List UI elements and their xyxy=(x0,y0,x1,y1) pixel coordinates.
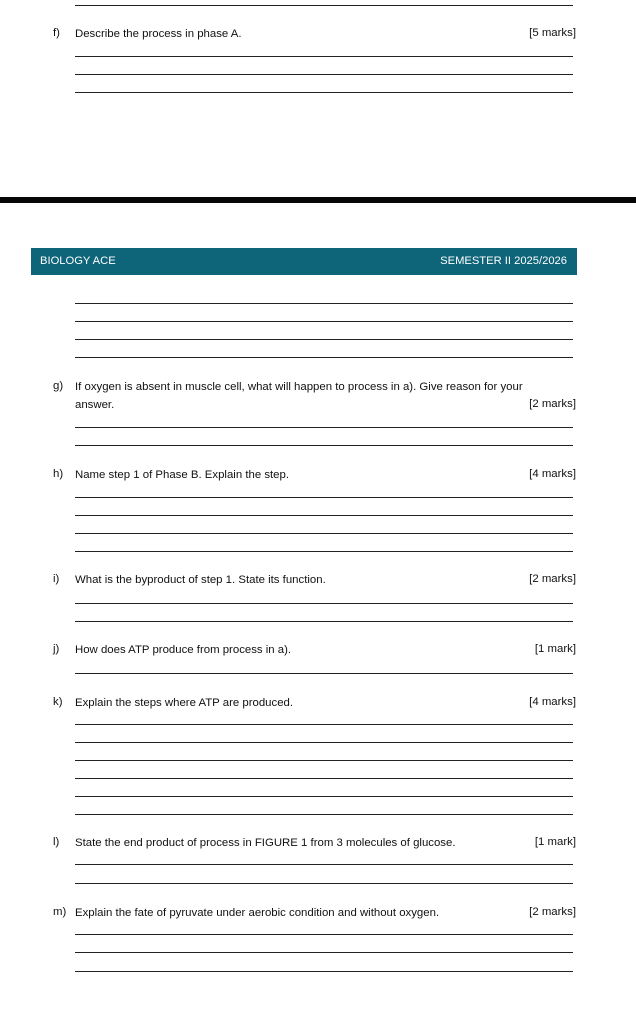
marks-i: [2 marks] xyxy=(529,573,576,585)
answer-line[interactable] xyxy=(75,864,573,865)
marks-f: [5 marks] xyxy=(529,27,576,39)
page-break-rule xyxy=(0,197,636,203)
question-text-l: State the end product of process in FIGURE 1 from 3 molecules of glucose. xyxy=(75,837,456,849)
question-text-g-cont: answer. xyxy=(75,399,115,411)
answer-line[interactable] xyxy=(75,724,573,725)
question-text-g: If oxygen is absent in muscle cell, what will happen to process in a). Give reason for your xyxy=(75,381,523,393)
course-title: BIOLOGY ACE xyxy=(40,255,116,267)
answer-line[interactable] xyxy=(75,533,573,534)
answer-line[interactable] xyxy=(75,760,573,761)
question-letter-h: h) xyxy=(53,468,64,480)
answer-line[interactable] xyxy=(75,621,573,622)
answer-line[interactable] xyxy=(75,303,573,304)
marks-k: [4 marks] xyxy=(529,696,576,708)
question-letter-f: f) xyxy=(53,27,60,39)
answer-line[interactable] xyxy=(75,971,573,972)
answer-line[interactable] xyxy=(75,934,573,935)
answer-line[interactable] xyxy=(75,445,573,446)
question-text-k: Explain the steps where ATP are produced. xyxy=(75,697,294,709)
answer-line[interactable] xyxy=(75,339,573,340)
question-letter-g: g) xyxy=(53,380,64,392)
answer-line[interactable] xyxy=(75,515,573,516)
answer-line[interactable] xyxy=(75,778,573,779)
answer-line[interactable] xyxy=(75,551,573,552)
marks-j: [1 mark] xyxy=(534,643,576,655)
question-text-i: What is the byproduct of step 1. State its function. xyxy=(75,574,326,586)
answer-line[interactable] xyxy=(75,952,573,953)
answer-line[interactable] xyxy=(75,56,573,57)
question-letter-l: l) xyxy=(53,836,60,848)
answer-line[interactable] xyxy=(75,321,573,322)
answer-line[interactable] xyxy=(75,497,573,498)
answer-line[interactable] xyxy=(75,5,573,6)
answer-line[interactable] xyxy=(75,357,573,358)
question-text-h: Name step 1 of Phase B. Explain the step. xyxy=(75,469,290,481)
question-letter-j: j) xyxy=(53,643,60,655)
semester-label: SEMESTER II 2025/2026 xyxy=(440,255,567,267)
marks-m: [2 marks] xyxy=(529,906,576,918)
marks-g: [2 marks] xyxy=(529,398,576,410)
marks-h: [4 marks] xyxy=(529,468,576,480)
answer-line[interactable] xyxy=(75,796,573,797)
answer-line[interactable] xyxy=(75,742,573,743)
page-header-banner xyxy=(31,248,577,275)
answer-line[interactable] xyxy=(75,814,573,815)
question-letter-m: m) xyxy=(53,906,67,918)
answer-line[interactable] xyxy=(75,603,573,604)
question-text-j: How does ATP produce from process in a). xyxy=(75,644,292,656)
question-letter-k: k) xyxy=(53,696,63,708)
answer-line[interactable] xyxy=(75,92,573,93)
answer-line[interactable] xyxy=(75,883,573,884)
answer-line[interactable] xyxy=(75,673,573,674)
answer-line[interactable] xyxy=(75,74,573,75)
answer-line[interactable] xyxy=(75,427,573,428)
marks-l: [1 mark] xyxy=(534,836,576,848)
question-letter-i: i) xyxy=(53,573,60,585)
question-text-m: Explain the fate of pyruvate under aerobic condition and without oxygen. xyxy=(75,907,440,919)
question-text-f: Describe the process in phase A. xyxy=(75,28,242,40)
